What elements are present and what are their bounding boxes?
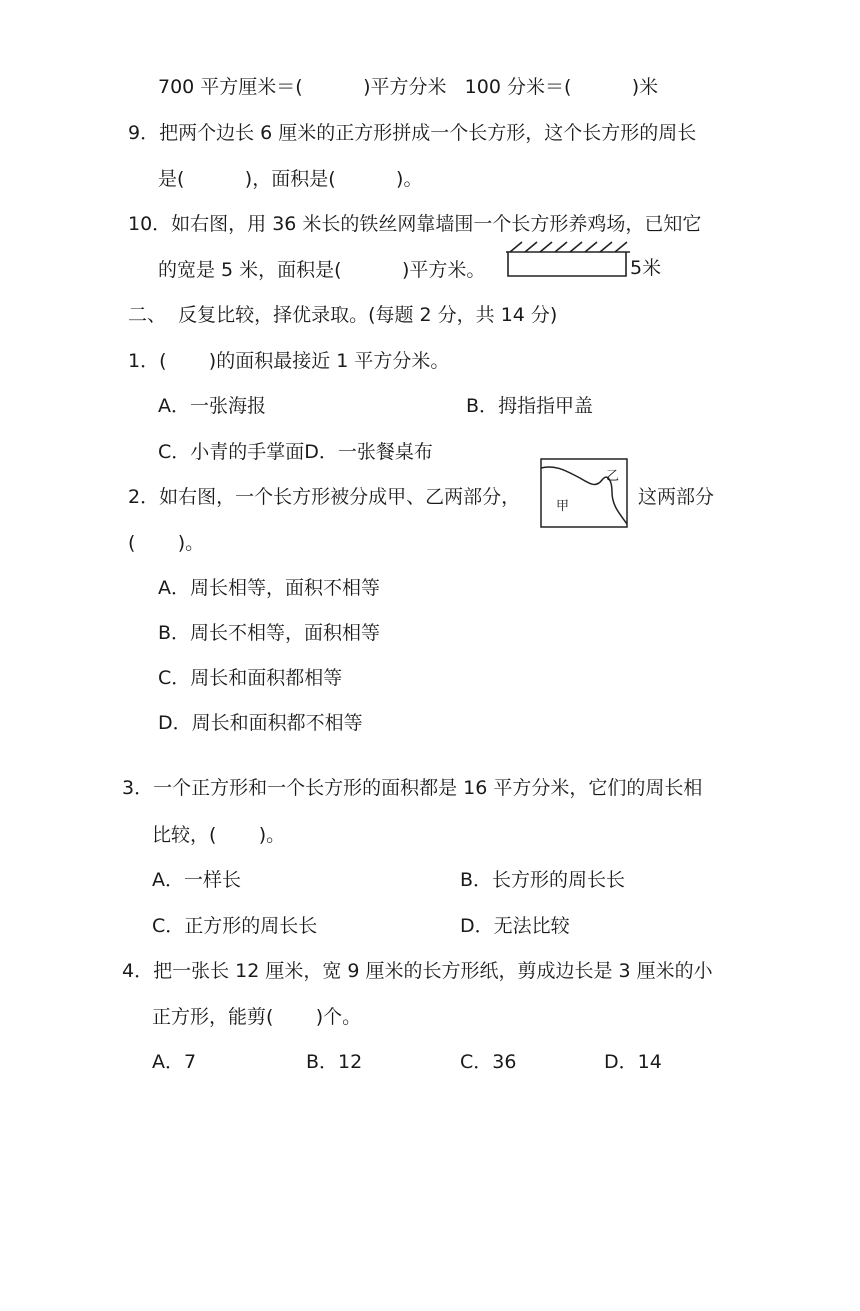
conversion-line: 700 平方厘米＝( )平方分米 100 分米＝( )米	[158, 76, 659, 98]
choice-2-option-d: D．周长和面积都不相等	[158, 712, 363, 734]
choice-3-option-a: A．一样长	[152, 869, 241, 891]
question-10-line-1: 10．如右图，用 36 米长的铁丝网靠墙围一个长方形养鸡场，已知它	[128, 213, 702, 235]
choice-4-option-c: C．36	[460, 1051, 517, 1073]
question-9-line-1: 9．把两个边长 6 厘米的正方形拼成一个长方形，这个长方形的周长	[128, 122, 697, 144]
section-2-heading: 二、 反复比较，择优录取。(每题 2 分，共 14 分)	[128, 304, 558, 326]
choice-2-stem-line-2: ( )。	[128, 532, 205, 554]
choice-3-option-d: D．无法比较	[460, 915, 570, 937]
choice-4-option-a: A．7	[152, 1051, 197, 1073]
split-rectangle-figure	[540, 458, 628, 528]
choice-2-option-a: A．周长相等，面积不相等	[158, 577, 380, 599]
choice-1-option-cd: C．小青的手掌面D．一张餐桌布	[158, 441, 433, 463]
choice-2-stem-tail: 这两部分	[638, 486, 715, 508]
question-10-line-2: 的宽是 5 米，面积是( )平方米。	[158, 259, 486, 281]
choice-3-stem-line-2: 比较，( )。	[152, 824, 286, 846]
question-9-line-2: 是( )，面积是( )。	[158, 168, 423, 190]
choice-4-option-b: B．12	[306, 1051, 363, 1073]
choice-2-stem-line-1: 2．如右图，一个长方形被分成甲、乙两部分，	[128, 486, 521, 508]
choice-4-stem-line-1: 4．把一张长 12 厘米，宽 9 厘米的长方形纸，剪成边长是 3 厘米的小	[122, 960, 713, 982]
choice-3-option-c: C．正方形的周长长	[152, 915, 318, 937]
choice-4-stem-line-2: 正方形，能剪( )个。	[152, 1006, 362, 1028]
choice-3-stem-line-1: 3．一个正方形和一个长方形的面积都是 16 平方分米，它们的周长相	[122, 777, 703, 799]
choice-1-stem: 1．( )的面积最接近 1 平方分米。	[128, 350, 450, 372]
choice-1-option-a: A．一张海报	[158, 395, 266, 417]
choice-2-option-b: B．周长不相等，面积相等	[158, 622, 381, 644]
part-jia-label: 甲	[556, 499, 570, 514]
chicken-yard-figure	[496, 238, 676, 282]
choice-3-option-b: B．长方形的周长长	[460, 869, 626, 891]
part-yi-label: 乙	[606, 469, 620, 484]
choice-2-option-c: C．周长和面积都相等	[158, 667, 343, 689]
choice-4-option-d: D．14	[604, 1051, 662, 1073]
width-label: 5米	[630, 257, 662, 279]
choice-1-option-b: B．拇指指甲盖	[466, 395, 594, 417]
